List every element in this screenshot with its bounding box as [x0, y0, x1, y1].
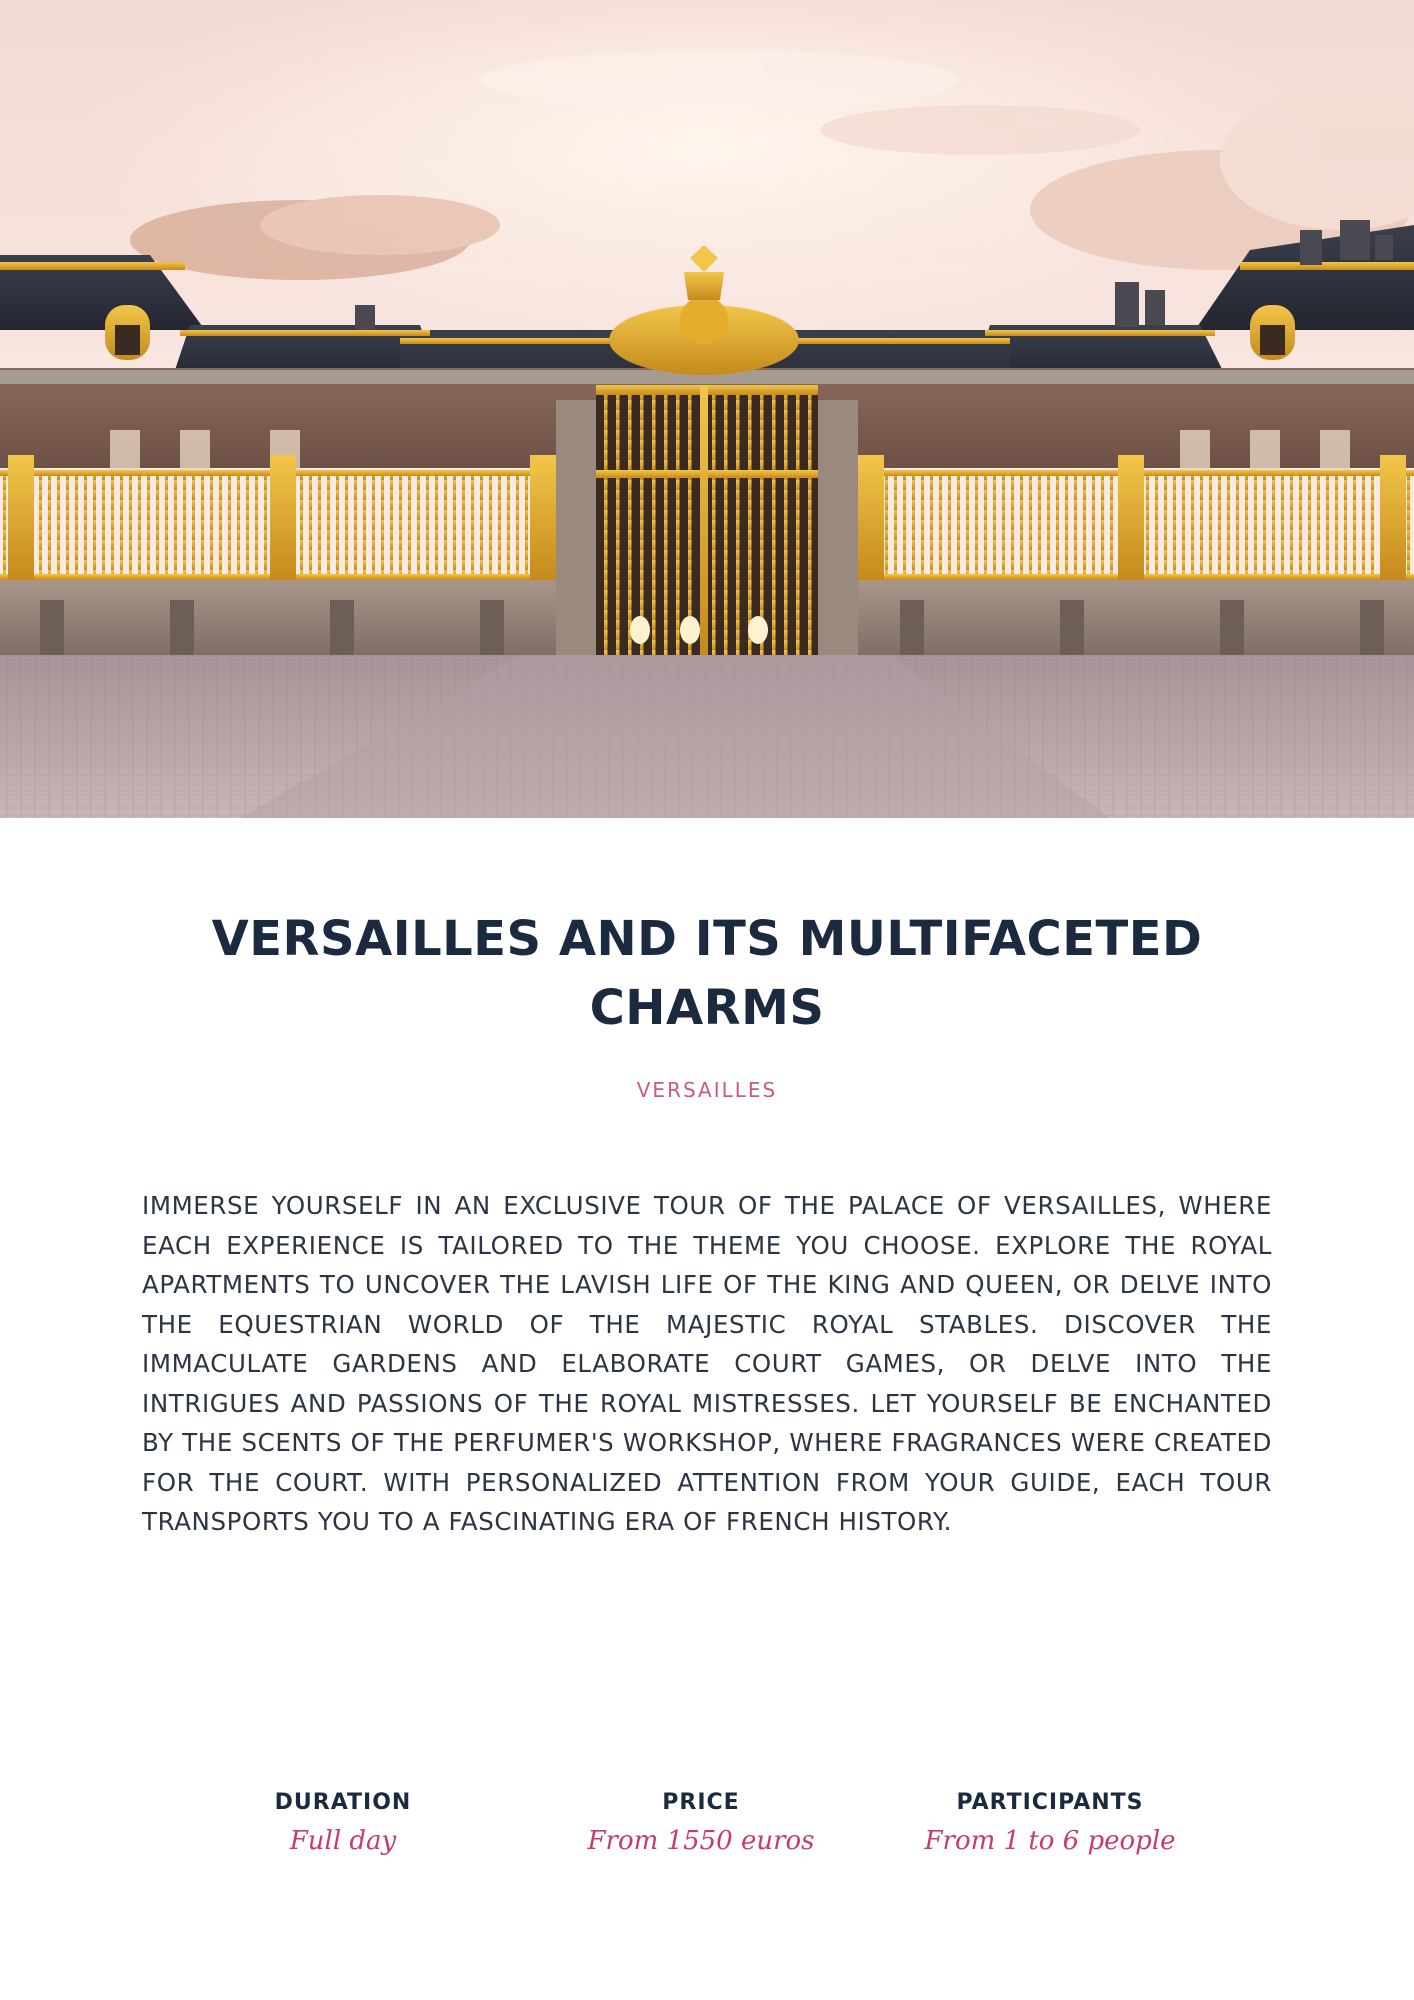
- page-title: [0, 905, 1414, 1043]
- duration-label: DURATION: [274, 1790, 412, 1815]
- hero-image: [0, 0, 1414, 818]
- tour-description: IMMERSE YOURSELF IN AN EXCLUSIVE TOUR OF THE PALACE OF VERSAILLES, WHERE EACH EXPERIENCE IS TAILORED TO THE THEME YOU CHOOSE. EXPLORE THE ROYAL APARTMENTS TO UNCOVER THE LAVISH LIFE OF THE KING AND QUEEN, OR DELVE INTO THE EQUESTRIAN WORLD OF THE MAJESTIC ROYAL STABLES. DISCOVER THE IMMACULATE GARDENS AND ELABORATE COURT GAMES, OR DELVE INTO THE INTRIGUES AND PASSIONS OF THE ROYAL MISTRESSES. LET YOURSELF BE ENCHANTED BY THE SCENTS OF THE PERFUMER'S WORKSHOP, WHERE FRAGRANCES WERE CREATED FOR THE COURT. WITH PERSONALIZED ATTENTION FROM YOUR GUIDE, EACH TOUR TRANSPORTS YOU TO A FASCINATING ERA OF FRENCH HISTORY.: [142, 1191, 1272, 1536]
- price-info: [551, 1788, 851, 1858]
- participants-value: From 1 to 6 people: [924, 1826, 1176, 1856]
- participants-label: PARTICIPANTS: [956, 1790, 1144, 1815]
- versailles-palace-illustration: [0, 0, 1414, 818]
- price-value: From 1550 euros: [587, 1826, 815, 1856]
- duration-info: [193, 1788, 493, 1858]
- title-line-1: VERSAILLES AND ITS MULTIFACETED: [211, 911, 1203, 967]
- duration-value: Full day: [289, 1826, 397, 1856]
- location-label: VERSAILLES: [636, 1078, 778, 1102]
- participants-info: [900, 1788, 1200, 1858]
- title-line-2: CHARMS: [589, 980, 825, 1036]
- price-label: PRICE: [662, 1790, 740, 1815]
